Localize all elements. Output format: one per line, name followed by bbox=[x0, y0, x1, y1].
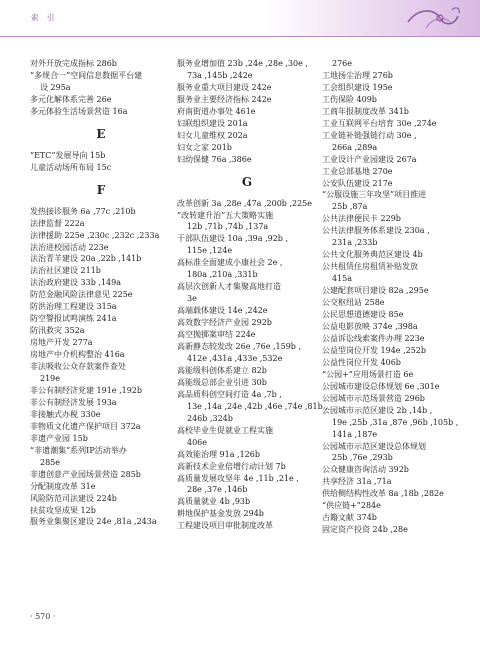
index-entry-term: 扶贫攻坚成果 12b bbox=[30, 505, 96, 515]
index-entry-continuation: 415a bbox=[332, 274, 353, 284]
index-entry-term: 防汛救灾 352a bbox=[30, 326, 85, 336]
index-entry bbox=[177, 257, 317, 281]
section-title: 索 引 bbox=[31, 13, 58, 22]
index-entry bbox=[322, 405, 468, 441]
index-entry bbox=[30, 337, 172, 349]
index-entry-term: 非接触式办税 330e bbox=[30, 409, 101, 419]
index-entry bbox=[30, 445, 172, 469]
page-number: · 570 · bbox=[30, 612, 56, 621]
index-entry-term: 风险防范司法建设 224b bbox=[30, 493, 117, 503]
index-entry bbox=[322, 309, 468, 321]
index-entry bbox=[177, 329, 317, 341]
index-entry-continuation: 12b ,71b ,74b ,137a bbox=[187, 222, 269, 232]
index-entry bbox=[322, 333, 468, 345]
index-entry bbox=[322, 130, 468, 154]
index-entry-term: 公共法律便民卡 229b bbox=[322, 214, 401, 224]
index-entry-continuation: 28e ,37e ,146b bbox=[187, 485, 248, 495]
index-entry bbox=[322, 58, 468, 70]
index-entry-term: 共享经济 31a ,71a bbox=[322, 477, 392, 487]
index-entry bbox=[30, 253, 172, 265]
index-entry bbox=[322, 357, 468, 369]
index-entry bbox=[322, 381, 468, 393]
index-entry-term: 妇女之家 201b bbox=[177, 142, 232, 152]
index-entry bbox=[30, 206, 172, 218]
index-entry-term: 固定资产投资 24b ,28e bbox=[322, 525, 408, 535]
index-entry-term: 服务业集聚区建设 24e ,81a ,243a bbox=[30, 517, 157, 527]
index-entry bbox=[30, 106, 172, 118]
index-entry-term: 法治社区建设 211b bbox=[30, 266, 101, 276]
index-entry bbox=[177, 130, 317, 142]
index-entry-term: 公共文化服务典范区建设 4b bbox=[322, 250, 423, 260]
index-entry bbox=[30, 385, 172, 397]
index-entry-term: 法治进校园活动 223e bbox=[30, 242, 109, 252]
index-entry-term: 法治政府建设 33b ,149a bbox=[30, 278, 121, 288]
index-entry-term: 法律监督 222a bbox=[30, 218, 85, 228]
index-entry-term: 多元体验生活场景营造 16a bbox=[30, 106, 128, 116]
index-entry-term: 工业总部基地 270e bbox=[322, 166, 393, 176]
index-entry-term: 公民思想道德建设 85e bbox=[322, 310, 404, 320]
index-entry-term: 对外开放完成指标 286b bbox=[30, 59, 117, 68]
index-entry bbox=[30, 301, 172, 313]
index-entry bbox=[177, 210, 317, 234]
index-entry-continuation: 13e ,14a ,24e ,42b ,46e ,74e ,81b , bbox=[187, 401, 328, 411]
index-entry bbox=[322, 213, 468, 225]
index-entry-term: 高新技术企业倍增行动计划 7b bbox=[177, 461, 286, 471]
index-entry bbox=[177, 305, 317, 317]
index-entry-continuation: 19e ,25b ,31a ,87e ,96b ,105b , bbox=[332, 417, 459, 427]
index-entry-term: 高质量发展攻坚年 4e ,11b ,21e , bbox=[177, 473, 299, 483]
index-entry-term: 服务业主要经济指标 242e bbox=[177, 94, 272, 104]
index-entry-term: 高质量就业 4b ,93b bbox=[177, 497, 251, 507]
index-entry-term: 公园城市建设总体规划 6e ,301e bbox=[322, 381, 440, 391]
index-entry bbox=[30, 94, 172, 106]
index-entry bbox=[177, 365, 317, 377]
index-entry-continuation: 115e ,124e bbox=[187, 246, 233, 256]
index-entry bbox=[322, 154, 468, 166]
index-entry-term: 公园城市示范区建设总体规划 bbox=[322, 441, 426, 451]
index-entry-term: 非物质文化遗产保护项目 372a bbox=[30, 421, 141, 431]
index-entry-term: 法治青羊建设 20a ,22b ,141b bbox=[30, 254, 142, 264]
index-entry-term: 妇女儿童维权 202a bbox=[177, 130, 248, 140]
index-entry bbox=[177, 425, 317, 449]
index-entry bbox=[177, 389, 328, 425]
index-entry-term: 高新静态较发改 26e ,76e ,159b , bbox=[177, 342, 302, 352]
index-entry bbox=[177, 496, 317, 508]
header-bar bbox=[0, 0, 480, 37]
index-entry-term: 服务业重大项目建设 242e bbox=[177, 82, 272, 92]
index-entry bbox=[30, 150, 172, 162]
index-entry-term: 房地产中介机构整治 416a bbox=[30, 350, 125, 360]
index-entry-term: 妇联组织建设 201a bbox=[177, 118, 248, 128]
index-entry-continuation: 25b ,76e ,293b bbox=[332, 453, 393, 463]
index-entry-term: 公安队伍建设 217e bbox=[322, 178, 393, 188]
index-entry-term: 发热接诊服务 6a ,77c ,210b bbox=[30, 206, 136, 216]
index-entry bbox=[177, 142, 317, 154]
index-entry bbox=[177, 94, 317, 106]
index-entry bbox=[322, 94, 468, 106]
index-entry-term: 非遗创意产业园场景营造 285b bbox=[30, 469, 141, 479]
index-entry-term: 分配制度改革 31e bbox=[30, 481, 96, 491]
index-entry bbox=[30, 481, 172, 493]
index-entry bbox=[177, 118, 317, 130]
index-entry-term: 高能级科创体系建立 82b bbox=[177, 365, 267, 375]
index-entry-term: 公益性岗位开发 406b bbox=[322, 357, 401, 367]
letter-heading: E bbox=[96, 126, 106, 141]
index-entry bbox=[322, 500, 468, 512]
index-entry-term: “公园+”应用场景打造 6e bbox=[322, 369, 414, 379]
index-entry-term: 工程建设项目审批制度改革 bbox=[177, 521, 273, 531]
index-entry-term: “改转建升治”五大策略实施 bbox=[177, 210, 274, 220]
index-entry bbox=[30, 70, 172, 94]
index-entry-term: 工商年报制度改革 341b bbox=[322, 106, 409, 116]
index-entry bbox=[30, 433, 172, 445]
index-entry bbox=[177, 341, 317, 365]
index-entry bbox=[322, 82, 468, 94]
index-entry-term: 公建配套项目建设 82a ,295e bbox=[322, 286, 429, 296]
index-entry-term: 高端载体建设 14e ,242e bbox=[177, 306, 268, 316]
index-entry bbox=[322, 464, 468, 476]
index-entry bbox=[30, 265, 172, 277]
index-entry-term: 公园城市示范区建设 2b ,14b , bbox=[322, 405, 433, 415]
index-entry bbox=[322, 476, 468, 488]
index-entry-term: “多规合一”空间信息数据平台建 bbox=[30, 70, 143, 80]
index-entry bbox=[30, 218, 172, 230]
index-entry-term: 干部队伍建设 10a ,39a ,92b , bbox=[177, 234, 288, 244]
index-entry-term: “供应链+”284e bbox=[322, 501, 381, 511]
index-entry bbox=[30, 409, 172, 421]
index-entry-term: 工业链补链强链行动 30e , bbox=[322, 130, 417, 140]
index-entry-term: 高空抛掷案审结 224e bbox=[177, 330, 256, 340]
index-entry bbox=[177, 106, 317, 118]
decorative-swirl-icon bbox=[404, 4, 462, 32]
index-entry bbox=[322, 297, 468, 309]
index-entry bbox=[30, 58, 172, 70]
index-entry bbox=[322, 321, 468, 333]
index-entry bbox=[30, 230, 172, 242]
index-entry bbox=[322, 369, 468, 381]
index-entry bbox=[30, 505, 172, 517]
index-entry bbox=[177, 58, 317, 82]
index-entry-term: 工会组织建设 195e bbox=[322, 82, 393, 92]
index-entry bbox=[322, 488, 468, 500]
index-entry bbox=[322, 345, 468, 357]
index-entry bbox=[30, 361, 172, 385]
index-entry-term: 妇幼保健 76a ,386e bbox=[177, 154, 252, 164]
index-entry-term: 高能级总部企业引进 30b bbox=[177, 377, 267, 387]
index-entry bbox=[30, 397, 172, 409]
index-entry-term: 儿童活动场所布局 15c bbox=[30, 162, 112, 172]
index-entry bbox=[322, 285, 468, 297]
index-entry bbox=[322, 524, 468, 536]
index-entry bbox=[30, 349, 172, 361]
index-entry-continuation: 276e bbox=[332, 59, 353, 68]
index-entry bbox=[322, 189, 468, 213]
index-entry bbox=[322, 166, 468, 178]
index-entry-term: 防范金融风险法律意见 225e bbox=[30, 290, 133, 300]
index-entry bbox=[322, 178, 468, 190]
index-entry bbox=[322, 249, 468, 261]
index-entry-term: 高标准全面建成小康社会 2e , bbox=[177, 258, 283, 268]
index-entry bbox=[177, 449, 317, 461]
index-entry-continuation: 285e bbox=[40, 457, 61, 467]
index-entry-continuation: 406e bbox=[187, 437, 208, 447]
index-entry bbox=[30, 469, 172, 481]
index-entry bbox=[30, 162, 172, 174]
index-entry bbox=[177, 198, 317, 210]
letter-heading: F bbox=[96, 182, 106, 197]
index-entry bbox=[177, 520, 317, 532]
index-entry-term: 供给侧结构性改革 8a ,18b ,282e bbox=[322, 489, 444, 499]
index-entry bbox=[177, 473, 317, 497]
index-entry bbox=[177, 317, 317, 329]
index-entry-continuation: 219e bbox=[40, 374, 61, 384]
index-entry-term: 公园城市示范场景营造 296b bbox=[322, 393, 425, 403]
index-entry-term: 工地扬尘治理 276b bbox=[322, 70, 393, 80]
index-entry-term: 法律援助 225e ,230c ,232c ,233a bbox=[30, 230, 160, 240]
letter-heading: G bbox=[241, 174, 253, 189]
index-entry bbox=[30, 289, 172, 301]
index-entry bbox=[322, 106, 468, 118]
index-entry-term: 非遗产业园 15b bbox=[30, 433, 88, 443]
index-entry bbox=[177, 461, 317, 473]
index-entry-continuation: 180a ,210a ,331b bbox=[187, 270, 258, 280]
index-entry-term: 服务业增加值 23b ,24e ,28e ,30e , bbox=[177, 59, 308, 68]
index-entry-term: 工业互联网平台培育 30e ,274e bbox=[322, 118, 437, 128]
index-entry-term: 公益电影放映 374e ,398a bbox=[322, 321, 418, 331]
index-entry bbox=[322, 118, 468, 130]
index-entry bbox=[177, 233, 317, 257]
index-entry-term: 改革创新 3a ,28e ,47a ,200b ,225e bbox=[177, 198, 313, 208]
index-entry-term: 多元化解体系完善 26e bbox=[30, 94, 112, 104]
index-entry bbox=[322, 70, 468, 82]
index-entry-continuation: 266a ,289a bbox=[332, 142, 378, 152]
index-entry-term: 高品质科创空间打造 4a ,7b , bbox=[177, 389, 282, 399]
index-entry-term: 房地产开发 277a bbox=[30, 338, 93, 348]
index-entry bbox=[30, 313, 172, 325]
index-entry-term: 公益型岗位开发 194e ,252b bbox=[322, 345, 427, 355]
index-entry bbox=[177, 508, 317, 520]
index-entry bbox=[177, 154, 317, 166]
index-entry bbox=[322, 512, 468, 524]
index-entry bbox=[322, 441, 468, 465]
index-entry-term: 工伤保险 409b bbox=[322, 94, 377, 104]
index-entry-continuation: 231a ,233b bbox=[332, 238, 378, 248]
index-column-3 bbox=[322, 58, 468, 536]
index-entry-term: 防空警报试鸣演练 241a bbox=[30, 314, 117, 324]
index-entry-continuation: 246b ,324b bbox=[187, 413, 233, 423]
index-entry bbox=[177, 281, 317, 305]
index-entry-term: 高效能治理 91a ,126b bbox=[177, 449, 260, 459]
index-entry-term: “ETC”发展导向 15b bbox=[30, 150, 106, 160]
index-entry bbox=[322, 225, 468, 249]
index-column-2 bbox=[177, 58, 328, 532]
index-entry-term: 耕地保护基金发放 294b bbox=[177, 509, 264, 519]
index-entry bbox=[322, 393, 468, 405]
index-entry bbox=[30, 421, 172, 433]
index-entry bbox=[322, 261, 468, 285]
index-entry-term: 非法吸收公众存款案件查处 bbox=[30, 362, 126, 372]
index-entry-term: 公益诉讼线索案件办理 223e bbox=[322, 333, 425, 343]
index-entry-term: “非遗潮集”系列IP活动举办 bbox=[30, 445, 127, 455]
index-entry-term: 府南街道办事处 461e bbox=[177, 106, 256, 116]
index-entry bbox=[30, 493, 172, 505]
index-entry-continuation: 141a ,187e bbox=[332, 429, 378, 439]
index-entry-continuation: 设 295a bbox=[40, 82, 71, 92]
index-column-1 bbox=[30, 58, 172, 528]
index-entry-term: “公服设施三年攻坚”项目推进 bbox=[322, 190, 427, 200]
index-entry-term: 高效数字经济产业园 292b bbox=[177, 318, 272, 328]
index-entry-term: 高校毕业生促就业工程实施 bbox=[177, 425, 273, 435]
index-entry-term: 非公有制经济发展 193a bbox=[30, 397, 117, 407]
index-entry-term: 防洪治理工程建设 315a bbox=[30, 302, 117, 312]
index-entry bbox=[30, 277, 172, 289]
index-entry bbox=[30, 516, 172, 528]
index-entry bbox=[177, 82, 317, 94]
index-entry bbox=[30, 325, 172, 337]
index-entry-continuation: 73a ,145b ,242e bbox=[187, 70, 253, 80]
index-entry bbox=[30, 242, 172, 254]
index-entry-term: 公共租赁住房租赁补贴发放 bbox=[322, 262, 418, 272]
index-entry-term: 非公有制经济党建 191e ,192b bbox=[30, 385, 143, 395]
index-entry-continuation: 3e bbox=[187, 294, 197, 304]
index-entry-continuation: 25b ,87a bbox=[332, 202, 368, 212]
index-entry-term: 公交枢纽站 258e bbox=[322, 298, 385, 308]
index-entry-term: 古籍文献 374b bbox=[322, 513, 377, 523]
index-entry bbox=[177, 377, 317, 389]
index-entry-term: 公共法律服务体系建设 230a , bbox=[322, 226, 430, 236]
index-entry-term: 工业设计产业园建设 267a bbox=[322, 154, 417, 164]
index-entry-term: 公众健康咨询活动 392b bbox=[322, 465, 409, 475]
index-entry-continuation: 412e ,431a ,433e ,532e bbox=[187, 353, 283, 363]
index-entry-term: 高层次创新人才集聚高地打造 bbox=[177, 282, 281, 292]
